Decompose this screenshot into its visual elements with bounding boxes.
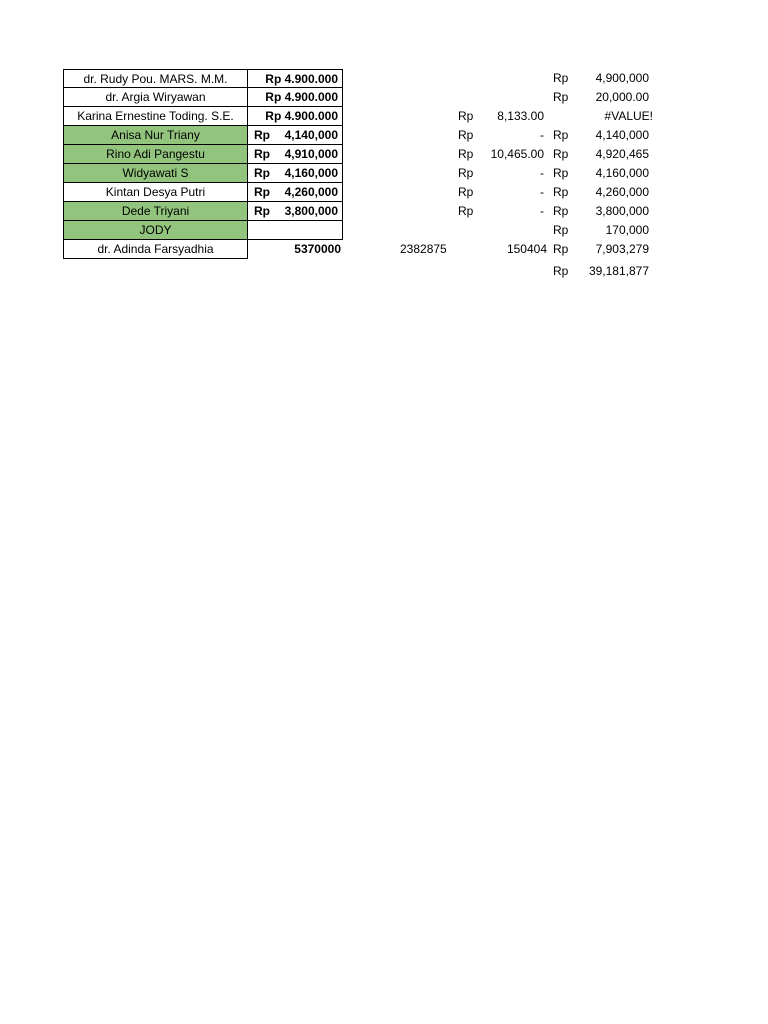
table-row	[0, 126, 768, 145]
salary-amount-cell[interactable]	[248, 126, 343, 145]
salary-amount-value: 4,910,000	[284, 147, 338, 161]
total-currency-cell[interactable]: Rp	[553, 147, 569, 161]
table-row	[0, 145, 768, 164]
table-row	[0, 221, 768, 240]
salary-amount-cell[interactable]	[248, 183, 343, 202]
grand-total-row	[0, 262, 768, 281]
salary-amount-value: Rp 4.900.000	[265, 72, 338, 86]
salary-amount-cell[interactable]	[248, 88, 343, 107]
employee-name-cell[interactable]: JODY	[63, 221, 248, 240]
total-amount-cell[interactable]: 7,903,279	[595, 242, 649, 256]
salary-currency-label: Rp	[254, 128, 270, 142]
table-row	[0, 107, 768, 126]
salary-amount-value: 4,160,000	[284, 166, 338, 180]
total-amount-cell[interactable]: 20,000.00	[595, 90, 649, 104]
adjustment-currency-cell[interactable]: Rp	[458, 128, 474, 142]
grand-total-currency-cell[interactable]: Rp	[553, 264, 569, 278]
adjustment-amount-cell[interactable]: -	[540, 204, 544, 218]
total-currency-cell[interactable]: Rp	[553, 90, 569, 104]
adjustment-currency-cell[interactable]: Rp	[458, 166, 474, 180]
total-amount-cell[interactable]: 4,920,465	[595, 147, 649, 161]
employee-name-cell[interactable]: Kintan Desya Putri	[63, 183, 248, 202]
adjustment-amount-cell[interactable]: -	[540, 166, 544, 180]
salary-amount-cell[interactable]	[248, 240, 343, 259]
salary-amount-value: 4,260,000	[284, 185, 338, 199]
adjustment-amount-cell[interactable]: 10,465.00	[490, 147, 544, 161]
salary-currency-label: Rp	[254, 166, 270, 180]
salary-amount-value: Rp 4.900.000	[265, 109, 338, 123]
salary-amount-cell[interactable]	[248, 202, 343, 221]
salary-amount-cell[interactable]	[248, 69, 343, 88]
total-currency-cell[interactable]: Rp	[553, 204, 569, 218]
grand-total-amount-cell[interactable]: 39,181,877	[588, 264, 649, 278]
total-amount-cell[interactable]: 4,260,000	[595, 185, 649, 199]
adjustment-currency-cell[interactable]: Rp	[458, 109, 474, 123]
employee-name-cell[interactable]: dr. Argia Wiryawan	[63, 88, 248, 107]
salary-amount-cell[interactable]	[248, 145, 343, 164]
adjustment-currency-cell[interactable]: Rp	[458, 147, 474, 161]
table-row	[0, 183, 768, 202]
salary-amount-cell[interactable]	[248, 221, 343, 240]
error-value-cell[interactable]: #VALUE!	[604, 109, 653, 123]
salary-amount-cell[interactable]	[248, 164, 343, 183]
raw-value-cell[interactable]: 150404	[506, 242, 547, 256]
salary-amount-cell[interactable]	[248, 107, 343, 126]
employee-name-cell[interactable]: dr. Rudy Pou. MARS. M.M.	[63, 69, 248, 88]
total-currency-cell[interactable]: Rp	[553, 185, 569, 199]
adjustment-amount-cell[interactable]: -	[540, 185, 544, 199]
total-amount-cell[interactable]: 4,140,000	[595, 128, 649, 142]
raw-value-cell[interactable]: 2382875	[400, 242, 447, 256]
employee-name-cell[interactable]: dr. Adinda Farsyadhia	[63, 240, 248, 259]
table-row	[0, 164, 768, 183]
adjustment-amount-cell[interactable]: 8,133.00	[497, 109, 544, 123]
total-amount-cell[interactable]: 4,900,000	[595, 71, 649, 85]
salary-currency-label: Rp	[254, 185, 270, 199]
total-currency-cell[interactable]: Rp	[553, 166, 569, 180]
adjustment-currency-cell[interactable]: Rp	[458, 204, 474, 218]
table-row	[0, 202, 768, 221]
salary-amount-value: 4,140,000	[284, 128, 338, 142]
employee-name-cell[interactable]: Karina Ernestine Toding. S.E.	[63, 107, 248, 126]
total-amount-cell[interactable]: 4,160,000	[595, 166, 649, 180]
salary-amount-value: Rp 4.900.000	[265, 90, 338, 104]
table-row	[0, 240, 768, 259]
table-row	[0, 88, 768, 107]
total-currency-cell[interactable]: Rp	[553, 71, 569, 85]
total-currency-cell[interactable]: Rp	[553, 223, 569, 237]
employee-name-cell[interactable]: Dede Triyani	[63, 202, 248, 221]
total-currency-cell[interactable]: Rp	[553, 128, 569, 142]
salary-amount-value: 5370000	[294, 242, 341, 256]
employee-name-cell[interactable]: Anisa Nur Triany	[63, 126, 248, 145]
salary-currency-label: Rp	[254, 147, 270, 161]
adjustment-amount-cell[interactable]: -	[540, 128, 544, 142]
employee-name-cell[interactable]: Rino Adi Pangestu	[63, 145, 248, 164]
total-amount-cell[interactable]: 170,000	[605, 223, 649, 237]
salary-amount-value: 3,800,000	[284, 204, 338, 218]
total-amount-cell[interactable]: 3,800,000	[595, 204, 649, 218]
employee-name-cell[interactable]: Widyawati S	[63, 164, 248, 183]
table-row	[0, 69, 768, 88]
salary-currency-label: Rp	[254, 204, 270, 218]
adjustment-currency-cell[interactable]: Rp	[458, 185, 474, 199]
total-currency-cell[interactable]: Rp	[553, 242, 569, 256]
